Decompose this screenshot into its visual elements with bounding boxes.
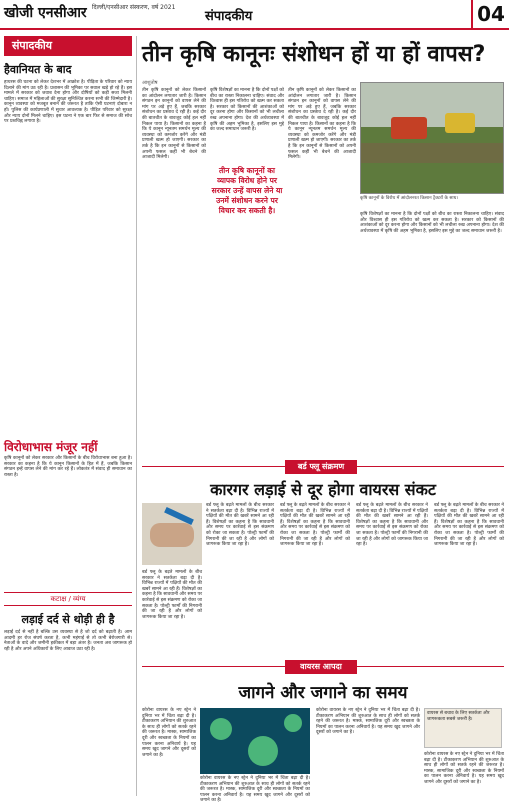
main-article-body-2: कृषि विशेषज्ञों का मानना है कि दोनों पक्षों को बीच का रास्ता निकालना चाहिए। संवाद और विश्वास ही इस गतिरोध को खत्म कर सकता है। सरकार को किसानों की आशंकाओं को दूर करना होगा और किसानों को भी लचीला रुख अपनाना होगा। देश की अर्थव्यवस्था में कृषि की अहम भूमिका है, इसलिए इस मुद्दे का जल्द समाधान जरूरी है।: [210, 88, 284, 133]
editorial-1-body: हाथरस की घटना को लेकर देशभर में आक्रोश है। पीड़िता के परिवार को न्याय दिलाने की मांग उठ रही है। प्रशासन की भूमिका पर सवाल खड़े हो रहे हैं। इस मामले में सरकार को जवाब देना होगा और दोषियों को कड़ी सजा मिलनी चाहिए। समाज में महिलाओं की सुरक्षा सुनिश्चित करना सभी की जिम्मेदारी है। कानून व्यवस्था को मजबूत बनाने की जरूरत है ताकि ऐसी घटनाएं दोबारा न हों। पुलिस की कार्यप्रणाली में सुधार आवश्यक है। पीड़ित परिवार को सुरक्षा और न्याय दोनों मिलने चाहिए। इस घटना ने एक बार फिर से समाज की सोच पर प्रश्नचिह्न लगाया है।: [4, 80, 132, 125]
section-title: संपादकीय: [205, 9, 253, 24]
bird-flu-body-3: बर्ड फ्लू के बढ़ते मामलों के बीच सरकार ने सतर्कता बढ़ा दी है। विभिन्न राज्यों में पक्षियों की मौत की खबरें सामने आ रही हैं। विशेषज्ञों का कहना है कि सावधानी और समय पर कार्रवाई से इस संक्रमण को रोका जा सकता है। पोल्ट्री फार्मों की निगरानी की जा रही है और लोगों को जागरूक किया जा रहा है।: [280, 503, 350, 548]
bird-flu-body-5: बर्ड फ्लू के बढ़ते मामलों के बीच सरकार ने सतर्कता बढ़ा दी है। विभिन्न राज्यों में पक्षियों की मौत की खबरें सामने आ रही हैं। विशेषज्ञों का कहना है कि सावधानी और समय पर कार्रवाई से इस संक्रमण को रोका जा सकता है। पोल्ट्री फार्मों की निगरानी की जा रही है और लोगों को जागरूक किया जा रहा है।: [434, 503, 504, 548]
editorial-3-title: लड़ाई दर्द से थोड़ी ही है: [21, 613, 115, 626]
date-line: दिल्ली/एनसीआर संस्करण, वर्ष 2021: [92, 4, 176, 11]
virus-info-box: वायरस से बचाव के लिए सतर्कता और जागरूकता सबसे जरूरी है।: [424, 708, 502, 748]
bird-flu-body-2: बर्ड फ्लू के बढ़ते मामलों के बीच सरकार ने सतर्कता बढ़ा दी है। विभिन्न राज्यों में पक्षियों की मौत की खबरें सामने आ रही हैं। विशेषज्ञों का कहना है कि सावधानी और समय पर कार्रवाई से इस संक्रमण को रोका जा सकता है। पोल्ट्री फार्मों की निगरानी की जा रही है और लोगों को जागरूक किया जा रहा है।: [142, 570, 202, 620]
editorial-tag: संपादकीय: [4, 36, 132, 56]
editorial-2-body: कृषि कानूनों को लेकर सरकार और किसानों के बीच विरोधाभास बना हुआ है। सरकार का कहना है कि ये कानून किसानों के हित में हैं, जबकि किसान संगठन इन्हें वापस लेने की मांग कर रहे हैं। लोकतंत्र में संवाद ही समाधान का रास्ता है।: [4, 456, 132, 478]
virus-particle: [284, 714, 302, 732]
virus-particle: [210, 718, 232, 740]
virus-particle: [248, 736, 278, 766]
arm-shape: [150, 523, 194, 547]
virus-tag: वायरस आपदा: [285, 660, 357, 674]
newspaper-logo: खोजी एनसीआर: [4, 5, 87, 21]
main-article-body-3: तीन कृषि कानूनों को लेकर किसानों का आंदोलन लगातार जारी है। किसान संगठन इन कानूनों को वापस लेने की मांग पर अड़े हुए हैं, जबकि सरकार संशोधन का प्रस्ताव दे रही है। कई दौर की बातचीत के बावजूद कोई हल नहीं निकल पाया है। किसानों का कहना है कि ये कानून न्यूनतम समर्थन मूल्य की व्यवस्था को कमजोर करेंगे और मंडी प्रणाली खत्म हो जाएगी। सरकार का तर्क है कि इन कानूनों से किसानों को अपनी फसल कहीं भी बेचने की आजादी मिलेगी।: [288, 88, 356, 161]
byline: आशुतोष: [142, 80, 158, 86]
masthead: [0, 0, 509, 30]
virus-headline: जागने और जगाने का समय: [238, 683, 408, 703]
bird-flu-body-4: बर्ड फ्लू के बढ़ते मामलों के बीच सरकार ने सतर्कता बढ़ा दी है। विभिन्न राज्यों में पक्षियों की मौत की खबरें सामने आ रही हैं। विशेषज्ञों का कहना है कि सावधानी और समय पर कार्रवाई से इस संक्रमण को रोका जा सकता है। पोल्ट्री फार्मों की निगरानी की जा रही है और लोगों को जागरूक किया जा रहा है।: [356, 503, 428, 548]
editorial-3-tag: कटाक्ष / व्यंग्य: [4, 592, 132, 606]
photo-caption: कृषि कानूनों के विरोध में आंदोलनरत किसान ट्रैक्टरों के साथ।: [360, 196, 459, 201]
editorial-2-title: विरोधाभास मंजूर नहीं: [4, 440, 98, 454]
editorial-1-title: हैवानियत के बाद: [4, 63, 72, 76]
main-headline: तीन कृषि कानूनः संशोधन हों या हों वापस?: [142, 42, 486, 67]
virus-body-4: कोरोना वायरस के नए स्ट्रेन ने दुनिया भर में चिंता बढ़ा दी है। टीकाकरण अभियान की शुरुआत के साथ ही लोगों को सतर्क रहने की जरूरत है। मास्क, सामाजिक दूरी और स्वच्छता के नियमों का पालन करना अनिवार्य है। यह समय खुद जागने और दूसरों को जगाने का है।: [424, 752, 504, 785]
photo-sky: [361, 83, 503, 127]
virus-body-2: कोरोना वायरस के नए स्ट्रेन ने दुनिया भर में चिंता बढ़ा दी है। टीकाकरण अभियान की शुरुआत के साथ ही लोगों को सतर्क रहने की जरूरत है। मास्क, सामाजिक दूरी और स्वच्छता के नियमों का पालन करना अनिवार्य है। यह समय खुद जागने और दूसरों को जगाने का है।: [200, 776, 310, 804]
main-headline-area: [142, 34, 504, 78]
pullquote: तीन कृषि कानूनों का व्यापक विरोध होने पर सरकार उन्हें वापस लेने या उनमें संशोधन करने पर विचार कर सकती है।: [211, 166, 283, 215]
virus-body-3: कोरोना वायरस के नए स्ट्रेन ने दुनिया भर में चिंता बढ़ा दी है। टीकाकरण अभियान की शुरुआत के साथ ही लोगों को सतर्क रहने की जरूरत है। मास्क, सामाजिक दूरी और स्वच्छता के नियमों का पालन करना अनिवार्य है। यह समय खुद जागने और दूसरों को जगाने का है।: [316, 708, 420, 736]
left-column: [4, 36, 132, 796]
farmers-protest-photo: [360, 82, 504, 194]
photo-crowd: [361, 143, 503, 163]
virus-body-1: कोरोना वायरस के नए स्ट्रेन ने दुनिया भर में चिंता बढ़ा दी है। टीकाकरण अभियान की शुरुआत के साथ ही लोगों को सतर्क रहने की जरूरत है। मास्क, सामाजिक दूरी और स्वच्छता के नियमों का पालन करना अनिवार्य है। यह समय खुद जागने और दूसरों को जगाने का है।: [142, 708, 196, 758]
column-divider: [136, 36, 137, 796]
virus-illustration: [200, 708, 310, 774]
tractor-shape-2: [445, 113, 475, 133]
tractor-shape: [391, 117, 427, 139]
main-article-body-4: कृषि विशेषज्ञों का मानना है कि दोनों पक्षों को बीच का रास्ता निकालना चाहिए। संवाद और विश्वास ही इस गतिरोध को खत्म कर सकता है। सरकार को किसानों की आशंकाओं को दूर करना होगा और किसानों को भी लचीला रुख अपनाना होगा। देश की अर्थव्यवस्था में कृषि की अहम भूमिका है, इसलिए इस मुद्दे का जल्द समाधान जरूरी है।: [360, 212, 504, 234]
page-number: 04: [471, 0, 509, 28]
main-article-body-1: तीन कृषि कानूनों को लेकर किसानों का आंदोलन लगातार जारी है। किसान संगठन इन कानूनों को वापस लेने की मांग पर अड़े हुए हैं, जबकि सरकार संशोधन का प्रस्ताव दे रही है। कई दौर की बातचीत के बावजूद कोई हल नहीं निकल पाया है। किसानों का कहना है कि ये कानून न्यूनतम समर्थन मूल्य की व्यवस्था को कमजोर करेंगे और मंडी प्रणाली खत्म हो जाएगी। सरकार का तर्क है कि इन कानूनों से किसानों को अपनी फसल कहीं भी बेचने की आजादी मिलेगी।: [142, 88, 206, 161]
bird-flu-body-1: बर्ड फ्लू के बढ़ते मामलों के बीच सरकार ने सतर्कता बढ़ा दी है। विभिन्न राज्यों में पक्षियों की मौत की खबरें सामने आ रही हैं। विशेषज्ञों का कहना है कि सावधानी और समय पर कार्रवाई से इस संक्रमण को रोका जा सकता है। पोल्ट्री फार्मों की निगरानी की जा रही है और लोगों को जागरूक किया जा रहा है।: [206, 503, 274, 548]
bird-flu-tag: बर्ड फ्लू संक्रमण: [285, 460, 357, 474]
bird-flu-headline: कारगर लड़ाई से दूर होगा वायरस संकट: [210, 480, 436, 499]
editorial-3-body: लड़ाई दर्द से नहीं है बल्कि उस व्यवस्था से है जो दर्द को बढ़ाती है। आम आदमी हर रोज संघर्ष करता है, कभी महंगाई से तो कभी बेरोजगारी से। नेताओं के वादे और जमीनी हकीकत में बड़ा अंतर है। जनता अब जागरूक हो रही है और अपने अधिकारों के लिए आवाज उठा रही है।: [4, 630, 132, 652]
vaccine-photo: [142, 503, 202, 565]
